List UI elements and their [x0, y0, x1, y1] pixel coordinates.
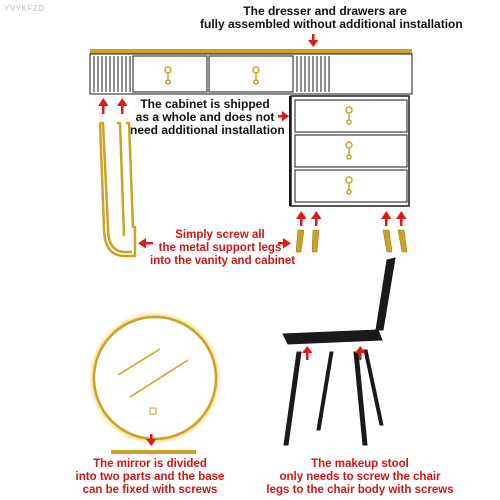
dresser-caption: The dresser and drawers are fully assembled without additional installation: [200, 4, 463, 31]
arrow-up-icon: [396, 211, 407, 226]
arrow-up-icon: [311, 211, 322, 226]
arrow-up-icon: [98, 98, 109, 114]
brand-watermark: YVYKFZD: [4, 4, 45, 13]
vanity-drawer-right: [209, 56, 293, 92]
vanity-drawer-left: [133, 56, 207, 92]
vanity-gold-top: [90, 49, 412, 54]
arrow-up-icon: [117, 98, 128, 114]
makeup-stool: [283, 258, 395, 445]
vanity-table: [90, 49, 412, 94]
legs-caption: Simply screw all the metal support legs into the vanity and cabinet: [150, 229, 296, 267]
drawer-cabinet: [289, 96, 409, 206]
cabinet-caption: The cabinet is shipped as a whole and does not need additional installation: [130, 97, 285, 137]
arrow-up-icon: [302, 346, 313, 360]
metal-support-legs: [296, 230, 407, 252]
mirror-caption: The mirror is divided into two parts and the base can be fixed with screws: [75, 458, 225, 496]
metal-leg-frame: [100, 123, 135, 256]
stool-caption: The makeup stool only needs to screw the chair legs to the chair body with screws: [266, 458, 454, 496]
round-mirror: [87, 310, 223, 454]
arrow-down-icon: [308, 34, 319, 47]
arrow-up-icon: [296, 211, 307, 226]
mirror-base: [111, 450, 196, 454]
arrow-up-icon: [381, 211, 392, 226]
